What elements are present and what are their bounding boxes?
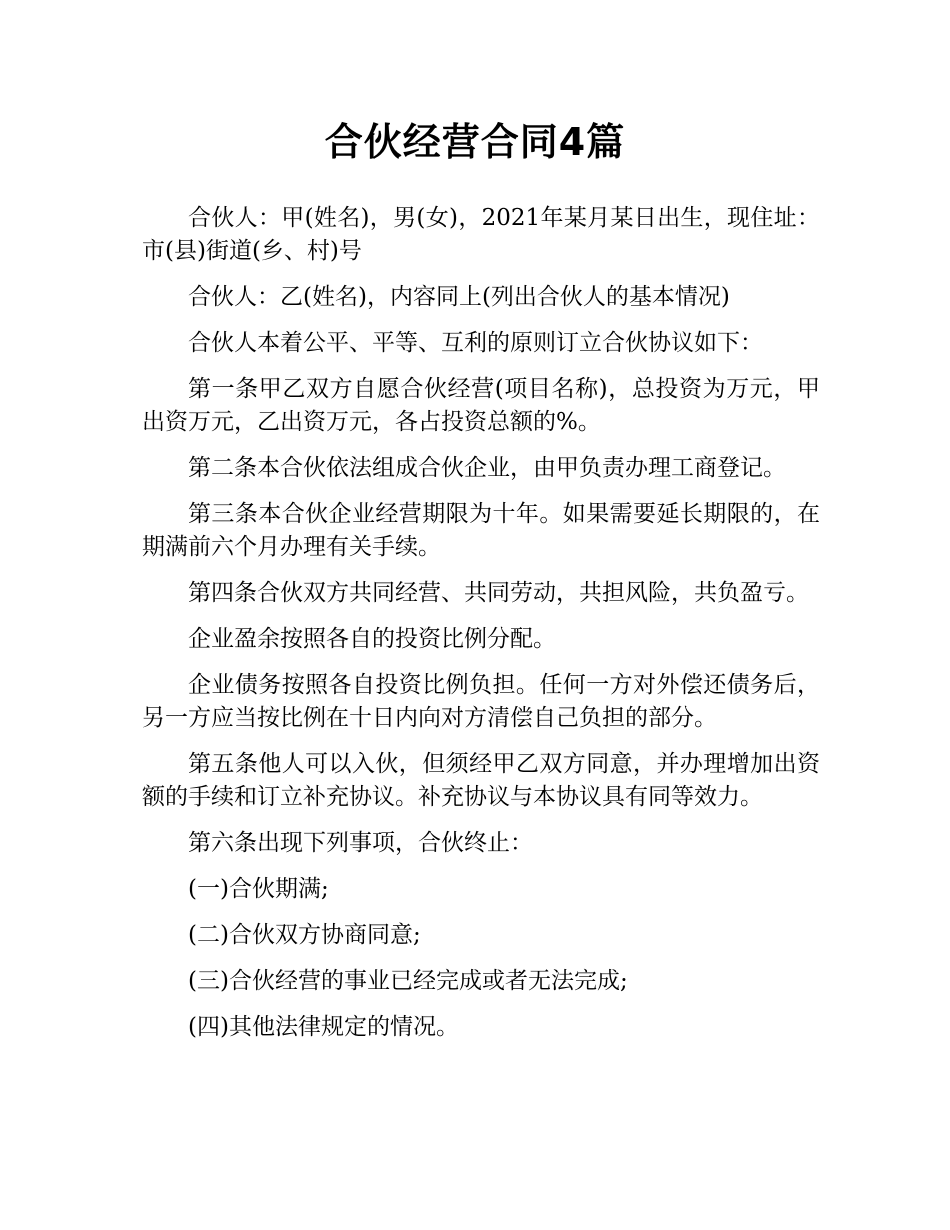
list-item-4: (四)其他法律规定的情况。: [188, 1014, 459, 1040]
paragraph-article-3: 第三条本合伙企业经营期限为十年。如果需要延长期限的，在期满前六个月办理有关手续。: [142, 501, 820, 560]
paragraph-debt: 企业债务按照各自投资比例负担。任何一方对外偿还债务后，另一方应当按比例在十日内向对方清偿自己负担的部分。: [142, 672, 820, 731]
paragraph-partner-b: 合伙人：乙(姓名)，内容同上(列出合伙人的基本情况): [188, 284, 730, 310]
paragraph-profit: 企业盈余按照各自的投资比例分配。: [188, 626, 556, 652]
list-item-1: (一)合伙期满;: [188, 876, 329, 902]
list-item-3: (三)合伙经营的事业已经完成或者无法完成;: [188, 968, 628, 994]
paragraph-article-1: 第一条甲乙双方自愿合伙经营(项目名称)，总投资为万元，甲出资万元，乙出资万元，各占投资总额的%。: [142, 376, 820, 435]
paragraph-article-2: 第二条本合伙依法组成合伙企业，由甲负责办理工商登记。: [188, 455, 786, 481]
paragraph-article-4: 第四条合伙双方共同经营、共同劳动，共担风险，共负盈亏。: [188, 580, 809, 606]
paragraph-preamble: 合伙人本着公平、平等、互利的原则订立合伙协议如下：: [188, 330, 763, 356]
paragraph-article-6: 第六条出现下列事项，合伙终止：: [188, 830, 533, 856]
paragraph-article-5: 第五条他人可以入伙，但须经甲乙双方同意，并办理增加出资额的手续和订立补充协议。补充协议与本协议具有同等效力。: [142, 751, 820, 810]
document-body: [142, 202, 820, 1057]
list-item-2: (二)合伙双方协商同意;: [188, 922, 421, 948]
document-title: 合伙经营合同4篇: [324, 120, 626, 164]
paragraph-partner-a: 合伙人：甲(姓名)，男(女)，2021年某月某日出生，现住址：市(县)街道(乡、村)号: [142, 205, 820, 264]
